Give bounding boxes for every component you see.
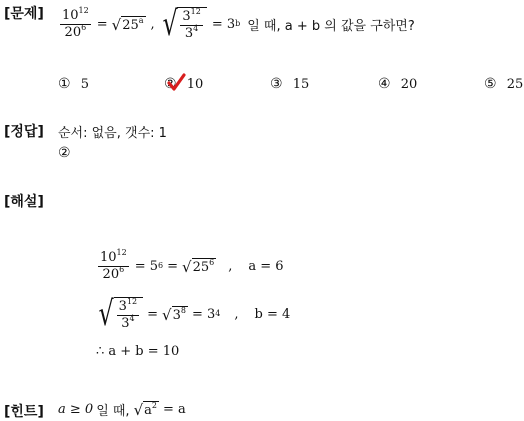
choice-4-value: 20 [400,77,418,92]
answer-label: [정답] [4,124,44,140]
choice-4-symbol: ④ [378,76,391,92]
sqrt-fraction [160,4,207,44]
exp1-numerator-exponent: 12 [116,247,127,257]
exp2-result: b = 4 [254,306,291,322]
exp1-fraction [98,247,129,282]
frac1-denominator: 20 [64,24,82,40]
choice-3[interactable] [270,76,309,92]
hint-sqrt [134,401,159,418]
explanation-label: [해설] [4,194,44,210]
hint-result: = a [163,402,186,417]
check-mark-icon [166,72,186,94]
equals-sign: = [96,16,108,32]
hint-radicand: a [144,403,152,418]
rhs-base: = 3 [211,16,236,32]
comma: , [150,16,155,32]
choice-3-symbol: ③ [270,76,283,92]
frac2-numerator: 3 [182,9,191,24]
choice-5-value: 25 [506,77,524,92]
question-label: [문제] [4,6,44,22]
exp2-radicand: 3 [172,307,181,323]
choice-1[interactable] [58,76,89,92]
frac2-denominator: 3 [184,26,194,41]
exp1-radicand-exponent: 6 [209,257,215,267]
hint-condition: a ≥ 0 [58,402,94,417]
hint-text: 일 때, [96,404,130,419]
choice-5[interactable] [484,76,523,92]
exp2-sqrt [162,306,188,323]
explanation-line-1: $\frac{10^{12}}{20^6}$ = 5 6 = √ $25^6$ , a = 6 [100,247,284,282]
choice-2-value: 10 [186,77,204,92]
frac1-denominator-exponent: 6 [81,22,87,32]
radicand-exponent: a [138,15,144,25]
radical-sign-icon: √ [162,305,172,324]
exp2-separator: , [234,306,239,322]
exp2-denominator: 3 [121,316,130,331]
hint-formula [58,400,186,419]
question-fraction-1 [60,5,91,40]
exp1-separator: , [228,258,233,274]
exp1-numerator: 10 [100,249,117,265]
choice-4[interactable] [378,76,417,92]
radical-sign-icon: √ [111,15,122,34]
choice-1-symbol: ① [58,76,71,92]
exp2-equals: = [147,306,159,322]
frac2-denominator-exponent: 4 [193,24,199,33]
hint-label: [힌트] [4,404,44,420]
question-fraction-2 [180,7,202,41]
exp1-radicand: 25 [192,259,210,275]
answer-symbol: ② [58,145,71,161]
exp1-denominator: 20 [102,266,120,282]
explanation-line-2: √ $\frac{3^{12}}{3^4}$ = √ $3^8$ = 3 4 , b = 4 [96,290,290,338]
frac1-numerator-exponent: 12 [78,5,89,15]
exp2-power: = 3 [191,306,216,322]
answer-order-text: 순서: 없음, 갯수: 1 [58,126,167,141]
choice-1-value: 5 [80,77,89,92]
exp2-numerator: 3 [118,299,127,314]
exp1-sqrt [182,258,216,275]
frac1-numerator: 10 [62,7,79,23]
radical-sign-icon: √ [182,257,192,276]
choice-2-symbol: ② [164,76,177,92]
exp1-denominator-exponent: 6 [119,264,125,274]
exp2-fraction [117,297,139,331]
frac2-numerator-exponent: 12 [190,7,201,16]
question-formula: $\frac{10^{12}}{20^6}$ = √ 25$^a$ , √ $\frac{3^{12}}{3^4}$ = 3 b 일 때, a + b 의 값을 구하면? [62,4,415,44]
explanation-line-3: ∴ a + b = 10 [96,344,180,359]
radicand-base: 25 [122,17,139,33]
exp2-sqrt-fraction [96,294,143,334]
choice-5-symbol: ⑤ [484,76,497,92]
radical-sign-icon: √ [162,4,178,44]
radical-sign-icon: √ [98,294,114,334]
exp2-numerator-exponent: 12 [126,297,138,306]
sqrt-25a [112,16,146,33]
hint-radicand-exponent: 2 [151,401,157,410]
exp1-power: = 5 [134,258,159,274]
exp1-result: a = 6 [248,258,284,274]
choice-3-value: 15 [292,77,310,92]
radical-sign-icon: √ [133,401,144,419]
exp1-equals: = [167,258,179,274]
exp2-denominator-exponent: 4 [129,314,135,323]
question-text: 일 때, a + b 의 값을 구하면? [247,18,415,34]
exp2-radicand-exponent: 8 [180,305,186,315]
